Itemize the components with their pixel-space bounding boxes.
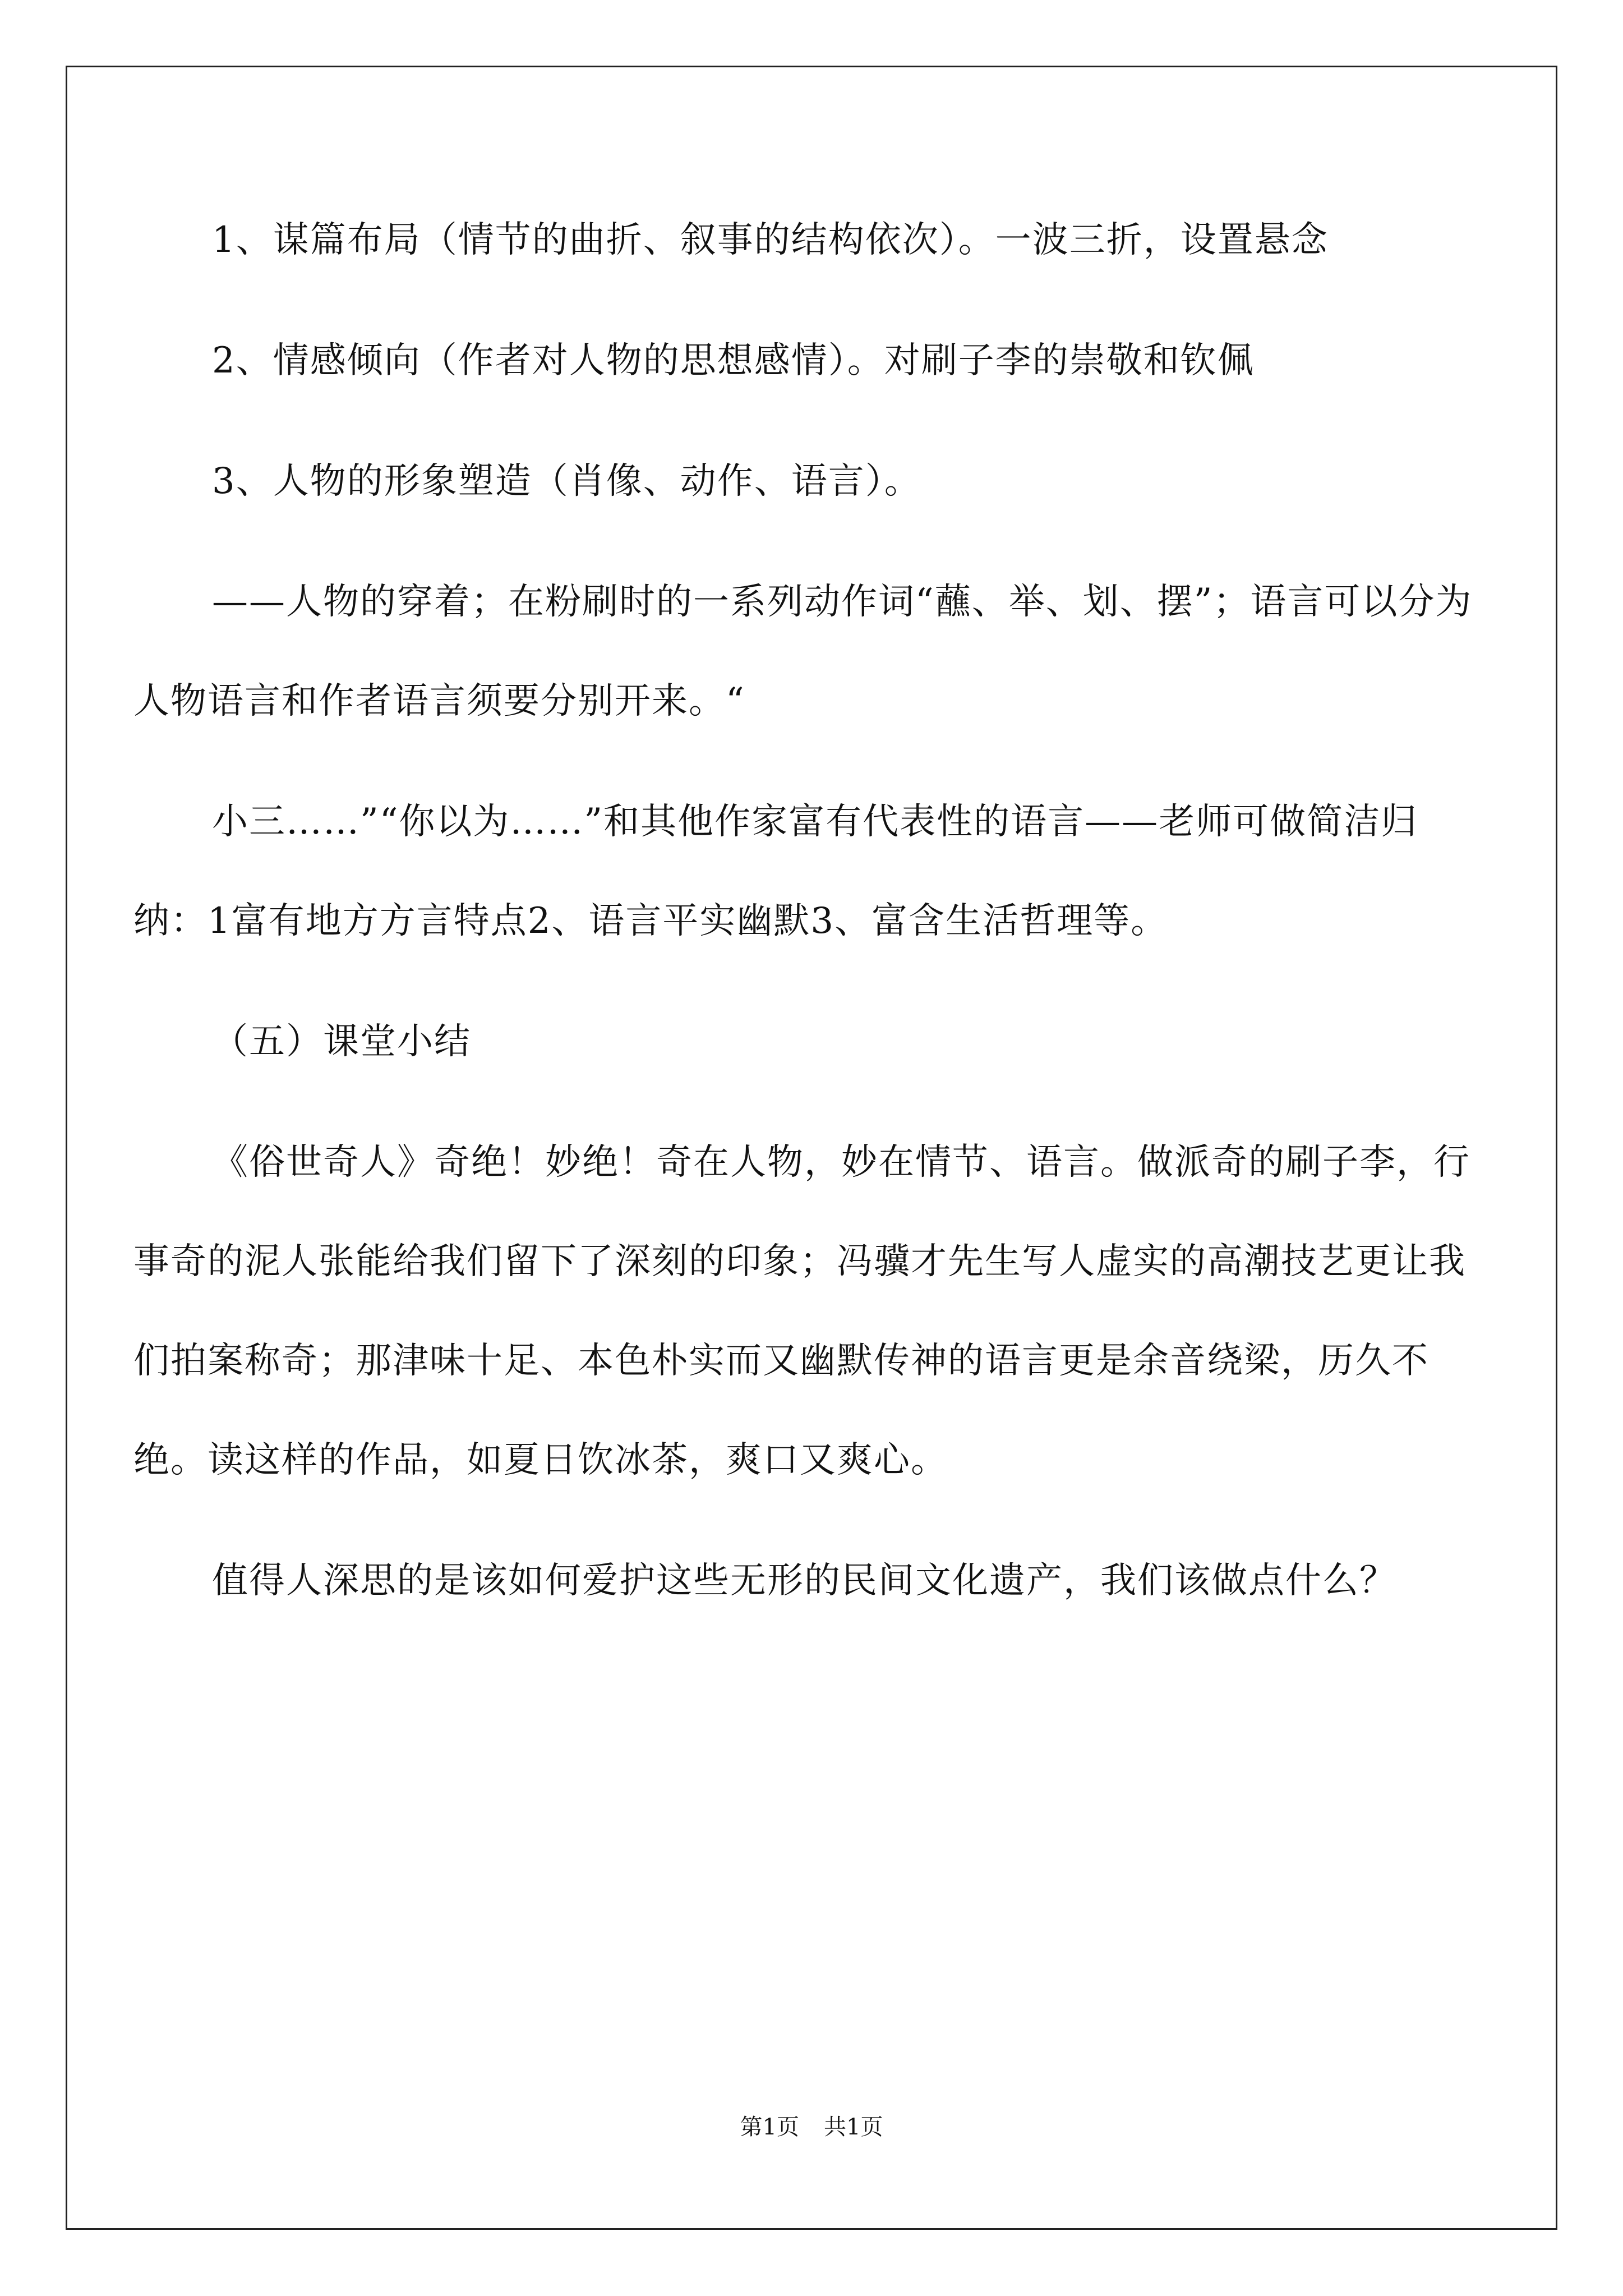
document-body	[133, 191, 1491, 1652]
section-heading: （五）课堂小结	[212, 1021, 471, 1062]
paragraph-6: 《俗世奇人》奇绝！妙绝！奇在人物，妙在情节、语言。做派奇的刷子李，行事奇的泥人张能给我们留下了深刻的印象；冯骥才先生写人虚实的高潮技艺更让我们拍案称奇；那津味十足、本色朴实而又幽默传神的语言更是余音绕梁，历久不绝。读这样的作品，如夏日饮冰茶，爽口又爽心。	[133, 1142, 1470, 1481]
paragraph-5: 小三……”“你以为……”和其他作家富有代表性的语言——老师可做简洁归纳：1富有地方方言特点2、语言平实幽默3、富含生活哲理等。	[133, 801, 1418, 942]
page-number-current: 第1页	[740, 2114, 799, 2140]
paragraph-1: 1、谋篇布局（情节的曲折、叙事的结构依次）。一波三折，设置悬念	[212, 219, 1329, 261]
paragraph-7: 值得人深思的是该如何爱护这些无形的民间文化遗产，我们该做点什么？	[212, 1560, 1396, 1602]
paragraph-3: 3、人物的形象塑造（肖像、动作、语言）。	[212, 461, 921, 502]
page-number-total: 共1页	[824, 2114, 883, 2140]
paragraph-4: ——人物的穿着；在粉刷时的一系列动作词“蘸、举、划、摆”；语言可以分为人物语言和作者语言须要分别开来。“	[133, 581, 1473, 722]
page-footer	[0, 2109, 1623, 2141]
paragraph-2: 2、情感倾向（作者对人物的思想感情）。对刷子李的崇敬和钦佩	[212, 340, 1255, 381]
